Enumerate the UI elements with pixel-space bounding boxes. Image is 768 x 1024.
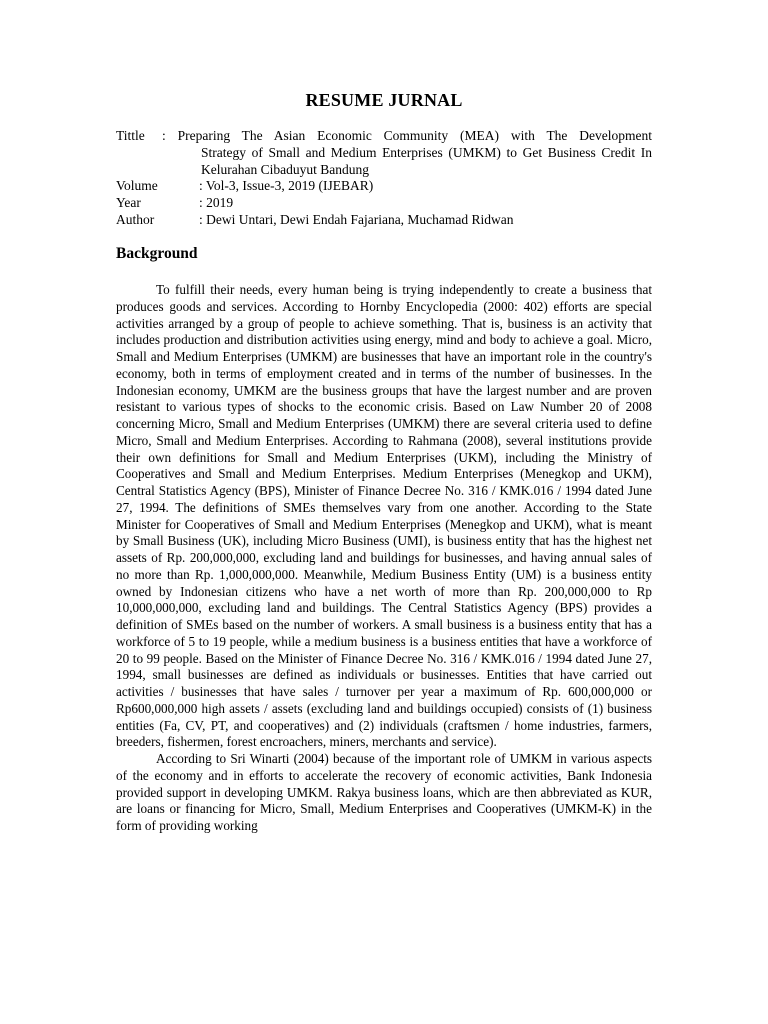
meta-value-volume: : Vol-3, Issue-3, 2019 (IJEBAR) xyxy=(199,178,374,194)
tittle-line-rest: Strategy of Small and Medium Enterprises (UMKM) to Get Business Credit In Kelurahan Cibaduyut Bandung xyxy=(201,144,652,177)
meta-value-tittle xyxy=(162,128,652,178)
meta-label-author: Author xyxy=(116,211,155,227)
journal-metadata xyxy=(116,128,652,229)
paragraph-2: According to Sri Winarti (2004) because of the important role of UMKM in various aspects of the economy and in efforts to accelerate the recovery of economic activities, Bank Indonesia provided support in developing UMKM. Rakya business loans, which are then abbreviated as KUR, are loans or financing for Micro, Small, Medium Enterprises and Cooperatives (UMKM-K) in the form of providing working xyxy=(116,751,652,833)
meta-value-author: : Dewi Untari, Dewi Endah Fajariana, Muchamad Ridwan xyxy=(199,211,514,227)
meta-row-year xyxy=(116,195,652,212)
section-heading-background: Background xyxy=(116,245,198,262)
meta-row-tittle xyxy=(116,128,652,178)
meta-value-year: : 2019 xyxy=(199,195,234,211)
meta-label-volume: Volume xyxy=(116,178,158,194)
meta-row-author xyxy=(116,212,652,229)
document-title: RESUME JURNAL xyxy=(305,90,463,110)
paragraph-1: To fulfill their needs, every human being is trying independently to create a business that produces goods and services. According to Hornby Encyclopedia (2000: 402) efforts are special activities arranged by a group of people to achieve something. That is, business is an activity that includes production and distribution activities using energy, mind and body to achieve a goal. Micro, Small and Medium Enterprises (UMKM) are businesses that have an important role in the country's economy, both in terms of employment created and in terms of the number of businesses. In the Indonesian economy, UMKM are the business groups that have the largest number and are proven resistant to various types of shocks to the economic crisis. Based on Law Number 20 of 2008 concerning Micro, Small and Medium Enterprises (UMKM) there are several criteria used to define Micro, Small and Medium Enterprises. According to Rahmana (2008), several institutions provide their own definitions for Small and Medium Enterprises (UKM), including the Ministry of Cooperatives and Small and Medium Enterprises. Medium Enterprises (Menegkop and UKM), Central Statistics Agency (BPS), Minister of Finance Decree No. 316 / KMK.016 / 1994 dated June 27, 1994. The definitions of SMEs themselves vary from one another. According to the State Minister for Cooperatives of Small and Medium Enterprises (Menegkop and UKM), what is meant by Small Business (UK), including Micro Business (UMI), is business entity that has the highest net assets of Rp. 200,000,000, excluding land and buildings for businesses, and having annual sales of no more than Rp. 1,000,000,000. Meanwhile, Medium Business Entity (UM) is a business entity owned by Indonesian citizens who have a net worth of more than Rp. 200,000,000 to Rp 10,000,000,000, excluding land and buildings. The Central Statistics Agency (BPS) provides a definition of SMEs based on the number of workers. A small business is a business entity that has a workforce of 5 to 19 people, while a medium business is a business entities that have a workforce of 20 to 99 people. Based on the Minister of Finance Decree No. 316 / KMK.016 / 1994 dated June 27, 1994, small businesses are defined as individuals or businesses. Entities that have carried out activities / businesses that have sales / turnover per year a maximum of Rp. 600,000,000 or Rp600,000,000 high assets / assets (excluding land and buildings occupied) consists of (1) business entities (Fa, CV, PT, and cooperatives) and (2) individuals (craftsmen / home industries, farmers, breeders, fishermen, forest encroachers, miners, merchants and service). xyxy=(116,282,652,750)
meta-row-volume xyxy=(116,178,652,195)
meta-label-year: Year xyxy=(116,195,141,211)
background-body xyxy=(116,282,652,835)
meta-label-tittle: Tittle xyxy=(116,128,145,143)
tittle-line-1: : Preparing The Asian Economic Community (MEA) with The Development xyxy=(162,128,652,143)
